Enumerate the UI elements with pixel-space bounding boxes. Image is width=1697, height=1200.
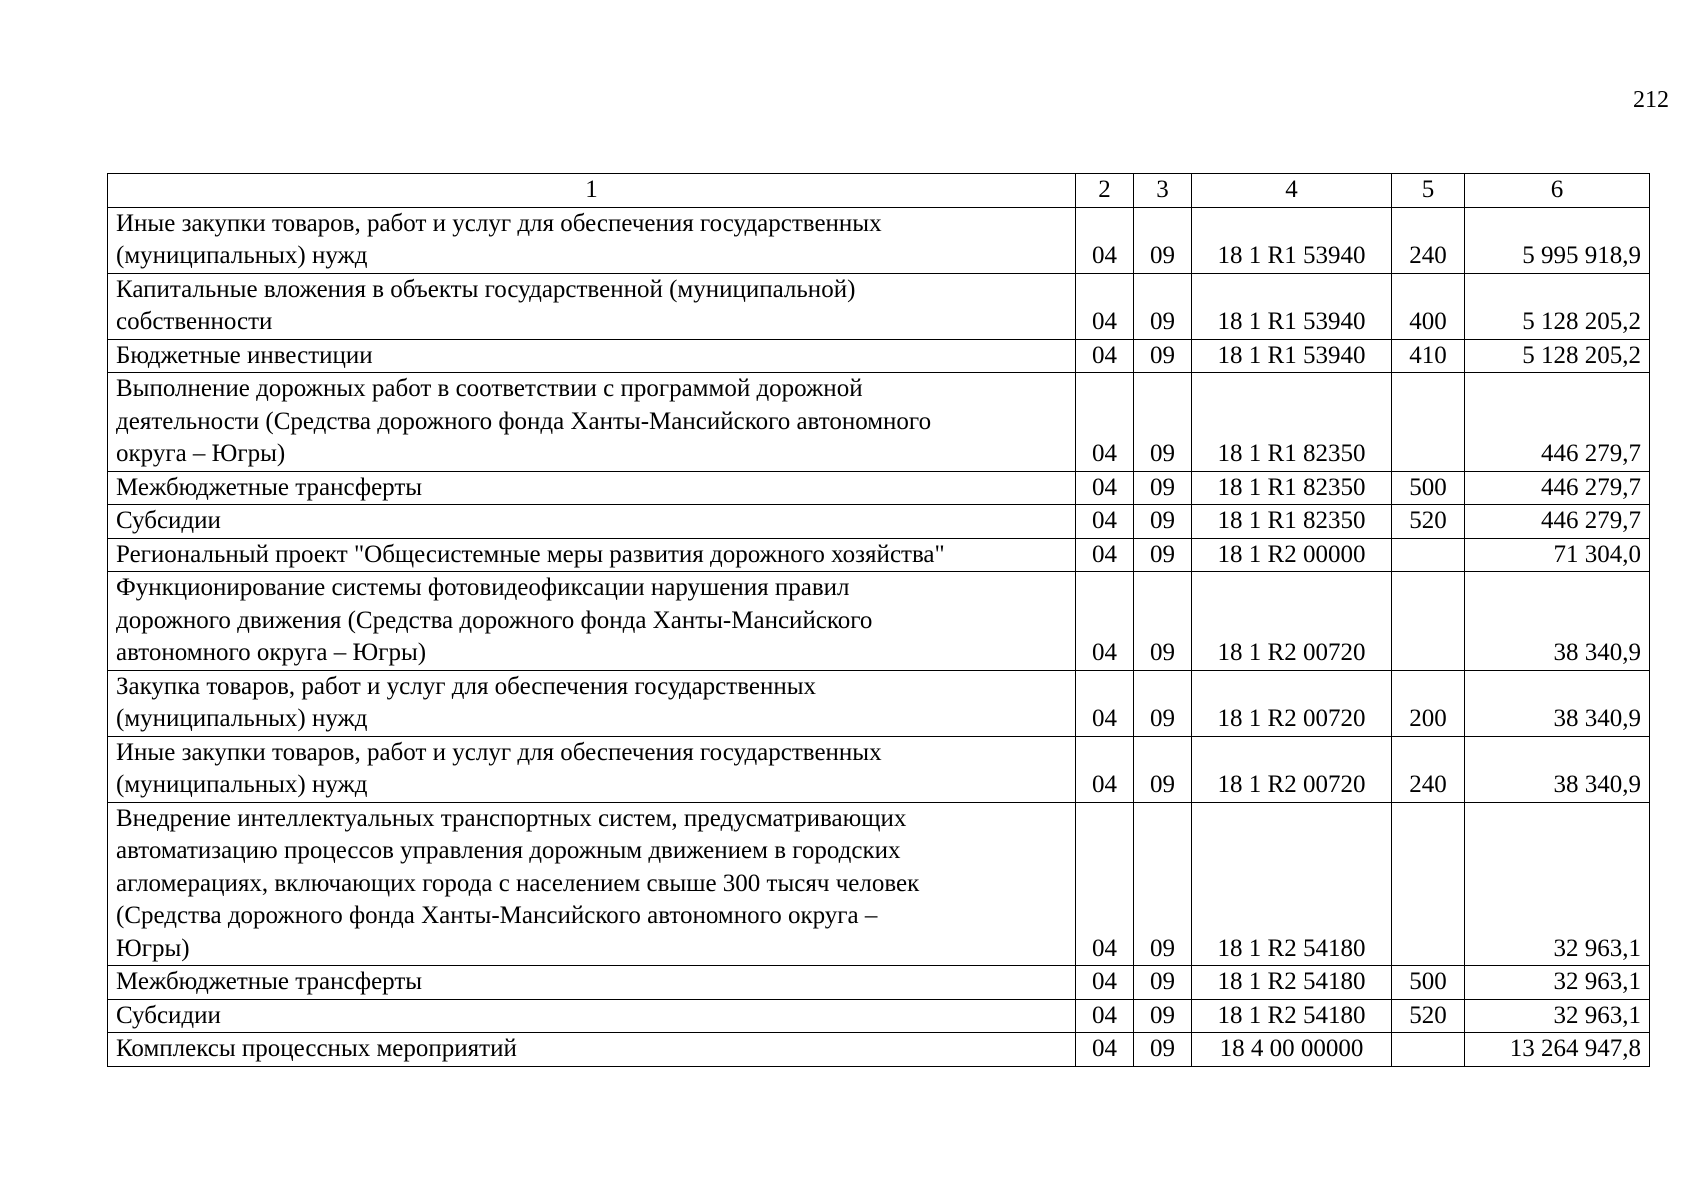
section-code: 04 xyxy=(1076,999,1134,1033)
column-number-6: 6 xyxy=(1465,174,1650,208)
section-code: 04 xyxy=(1076,471,1134,505)
subsection-code: 09 xyxy=(1134,373,1192,472)
amount: 446 279,7 xyxy=(1465,471,1650,505)
row-name-line: Межбюджетные трансферты xyxy=(116,473,423,501)
table-row xyxy=(108,966,1650,1000)
row-name-line: агломерациях, включающих города с населением свыше 300 тысяч человек xyxy=(116,869,920,897)
target-article-code: 18 1 R2 54180 xyxy=(1192,999,1392,1033)
target-article-code: 18 1 R1 53940 xyxy=(1192,273,1392,339)
amount: 38 340,9 xyxy=(1465,572,1650,671)
expense-type-code xyxy=(1392,1033,1465,1067)
amount: 32 963,1 xyxy=(1465,966,1650,1000)
amount: 446 279,7 xyxy=(1465,373,1650,472)
table-row xyxy=(108,373,1650,472)
subsection-code: 09 xyxy=(1134,1033,1192,1067)
expense-type-code: 240 xyxy=(1392,736,1465,802)
row-name-line: Межбюджетные трансферты xyxy=(116,968,423,995)
section-code: 04 xyxy=(1076,373,1134,472)
expense-type-code xyxy=(1392,373,1465,472)
amount: 32 963,1 xyxy=(1465,802,1650,966)
table-row xyxy=(108,802,1650,966)
column-number-5: 5 xyxy=(1392,174,1465,208)
subsection-code: 09 xyxy=(1134,505,1192,539)
budget-table xyxy=(107,173,1650,1067)
subsection-code: 09 xyxy=(1134,802,1192,966)
row-name xyxy=(108,736,1076,802)
table-row xyxy=(108,736,1650,802)
row-name-line: деятельности (Средства дорожного фонда Ханты-Мансийского автономного xyxy=(116,407,932,435)
amount: 5 128 205,2 xyxy=(1465,339,1650,373)
row-name xyxy=(108,373,1076,472)
section-code: 04 xyxy=(1076,273,1134,339)
row-name xyxy=(108,999,1076,1033)
row-name-line: Субсидии xyxy=(116,507,221,534)
row-name-line: (муниципальных) нужд xyxy=(116,771,368,798)
target-article-code: 18 1 R1 82350 xyxy=(1192,373,1392,472)
expense-type-code: 400 xyxy=(1392,273,1465,339)
row-name xyxy=(108,1033,1076,1067)
expense-type-code: 500 xyxy=(1392,966,1465,1000)
amount: 5 995 918,9 xyxy=(1465,207,1650,273)
row-name-line: Закупка товаров, работ и услуг для обеспечения государственных xyxy=(116,672,817,700)
target-article-code: 18 4 00 00000 xyxy=(1192,1033,1392,1067)
row-name-line: автоматизацию процессов управления дорожным движением в городских xyxy=(116,837,901,864)
column-number-3: 3 xyxy=(1134,174,1192,208)
section-code: 04 xyxy=(1076,538,1134,572)
row-name xyxy=(108,572,1076,671)
row-name-line: Иные закупки товаров, работ и услуг для обеспечения государственных xyxy=(116,738,882,766)
subsection-code: 09 xyxy=(1134,207,1192,273)
expense-type-code xyxy=(1392,538,1465,572)
subsection-code: 09 xyxy=(1134,999,1192,1033)
row-name xyxy=(108,471,1076,505)
section-code: 04 xyxy=(1076,505,1134,539)
target-article-code: 18 1 R2 54180 xyxy=(1192,966,1392,1000)
subsection-code: 09 xyxy=(1134,670,1192,736)
amount: 32 963,1 xyxy=(1465,999,1650,1033)
row-name-line: собственности xyxy=(116,308,273,335)
row-name-line: автономного округа – Югры) xyxy=(116,639,427,666)
expense-type-code: 520 xyxy=(1392,505,1465,539)
target-article-code: 18 1 R2 00720 xyxy=(1192,572,1392,671)
table-header-row xyxy=(108,174,1650,208)
row-name-line: Региональный проект "Общесистемные меры развития дорожного хозяйства" xyxy=(116,540,945,568)
column-number-1: 1 xyxy=(108,174,1076,208)
target-article-code: 18 1 R1 82350 xyxy=(1192,471,1392,505)
expense-type-code xyxy=(1392,802,1465,966)
row-name-line: Внедрение интеллектуальных транспортных систем, предусматривающих xyxy=(116,804,907,832)
table-row xyxy=(108,1033,1650,1067)
table-row xyxy=(108,572,1650,671)
row-name xyxy=(108,538,1076,572)
amount: 13 264 947,8 xyxy=(1465,1033,1650,1067)
row-name-line: Иные закупки товаров, работ и услуг для обеспечения государственных xyxy=(116,209,882,237)
subsection-code: 09 xyxy=(1134,471,1192,505)
section-code: 04 xyxy=(1076,1033,1134,1067)
row-name xyxy=(108,966,1076,1000)
subsection-code: 09 xyxy=(1134,966,1192,1000)
table-row xyxy=(108,999,1650,1033)
row-name-line: (муниципальных) нужд xyxy=(116,242,368,269)
expense-type-code: 240 xyxy=(1392,207,1465,273)
table-row xyxy=(108,207,1650,273)
row-name-line: Субсидии xyxy=(116,1001,221,1029)
row-name-line: Югры) xyxy=(116,934,190,962)
subsection-code: 09 xyxy=(1134,736,1192,802)
expense-type-code: 520 xyxy=(1392,999,1465,1033)
target-article-code: 18 1 R1 53940 xyxy=(1192,207,1392,273)
row-name xyxy=(108,273,1076,339)
section-code: 04 xyxy=(1076,670,1134,736)
amount: 446 279,7 xyxy=(1465,505,1650,539)
target-article-code: 18 1 R1 82350 xyxy=(1192,505,1392,539)
row-name-line: Комплексы процессных мероприятий xyxy=(116,1035,517,1062)
row-name-line: дорожного движения (Средства дорожного фонда Ханты-Мансийского xyxy=(116,606,873,634)
target-article-code: 18 1 R2 00000 xyxy=(1192,538,1392,572)
row-name xyxy=(108,207,1076,273)
section-code: 04 xyxy=(1076,207,1134,273)
row-name-line: Выполнение дорожных работ в соответствии с программой дорожной xyxy=(116,375,863,402)
row-name-line: (Средства дорожного фонда Ханты-Мансийского автономного округа – xyxy=(116,902,878,929)
expense-type-code: 500 xyxy=(1392,471,1465,505)
target-article-code: 18 1 R2 00720 xyxy=(1192,736,1392,802)
subsection-code: 09 xyxy=(1134,339,1192,373)
section-code: 04 xyxy=(1076,802,1134,966)
target-article-code: 18 1 R2 00720 xyxy=(1192,670,1392,736)
table-row xyxy=(108,471,1650,505)
target-article-code: 18 1 R1 53940 xyxy=(1192,339,1392,373)
row-name-line: Функционирование системы фотовидеофиксации нарушения правил xyxy=(116,574,850,601)
row-name xyxy=(108,505,1076,539)
amount: 71 304,0 xyxy=(1465,538,1650,572)
page-number: 212 xyxy=(1633,87,1669,113)
row-name-line: Капитальные вложения в объекты государственной (муниципальной) xyxy=(116,275,856,303)
row-name xyxy=(108,802,1076,966)
table-row xyxy=(108,273,1650,339)
row-name-line: Бюджетные инвестиции xyxy=(116,341,373,369)
amount: 5 128 205,2 xyxy=(1465,273,1650,339)
amount: 38 340,9 xyxy=(1465,670,1650,736)
table-row xyxy=(108,505,1650,539)
row-name xyxy=(108,339,1076,373)
amount: 38 340,9 xyxy=(1465,736,1650,802)
table-row xyxy=(108,339,1650,373)
subsection-code: 09 xyxy=(1134,273,1192,339)
subsection-code: 09 xyxy=(1134,538,1192,572)
section-code: 04 xyxy=(1076,736,1134,802)
expense-type-code: 200 xyxy=(1392,670,1465,736)
column-number-2: 2 xyxy=(1076,174,1134,208)
row-name-line: (муниципальных) нужд xyxy=(116,705,368,732)
section-code: 04 xyxy=(1076,339,1134,373)
expense-type-code xyxy=(1392,572,1465,671)
expense-type-code: 410 xyxy=(1392,339,1465,373)
target-article-code: 18 1 R2 54180 xyxy=(1192,802,1392,966)
subsection-code: 09 xyxy=(1134,572,1192,671)
column-number-4: 4 xyxy=(1192,174,1392,208)
row-name-line: округа – Югры) xyxy=(116,440,286,467)
section-code: 04 xyxy=(1076,572,1134,671)
table-row xyxy=(108,538,1650,572)
row-name xyxy=(108,670,1076,736)
table-row xyxy=(108,670,1650,736)
section-code: 04 xyxy=(1076,966,1134,1000)
